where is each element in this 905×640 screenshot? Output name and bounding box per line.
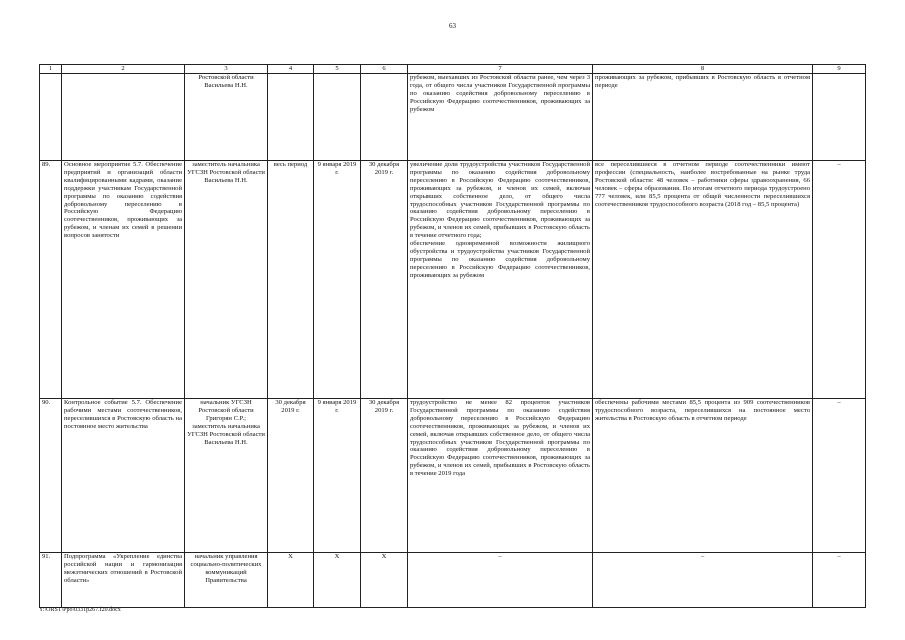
start-date: 9 января 2019 г. — [314, 399, 361, 553]
period — [268, 74, 314, 161]
expected-result-paragraph: обеспечение одновременной возможности жилищного обустройства и трудоустройства участников Государственной программы по оказанию содействия добровольному переселению в Российскую Федерацию соотечественников, проживающих за рубежом — [410, 240, 590, 279]
executor — [185, 399, 268, 553]
expected-result: рубежом, выехавших из Ростовской области ранее, чем через 3 года, от общего числа участников Государственной программы по оказанию содействия добровольному переселению в Российскую Федерацию соотечественников, проживающих за рубежом — [408, 74, 593, 161]
expected-result — [408, 161, 593, 399]
executor: заместитель начальника УГСЗН Ростовской области Васильева Н.Н. — [185, 161, 268, 399]
column-number: 8 — [593, 65, 813, 74]
column-number-row — [40, 65, 866, 74]
table-row — [40, 553, 866, 608]
executor-line: заместитель начальника УГСЗН Ростовской области Васильева Н.Н. — [187, 422, 265, 446]
end-date — [361, 74, 408, 161]
executor-line: начальник УГСЗН Ростовской области Григорян С.Р.; — [198, 399, 254, 422]
table-row — [40, 399, 866, 553]
measure-name: Подпрограмма «Укрепление единства российской нации и гармонизация межэтнических отношений в Ростовской области» — [62, 553, 185, 608]
problems — [813, 74, 866, 161]
period: весь период — [268, 161, 314, 399]
measure-name: Контрольное событие 5.7. Обеспечение рабочими местами соотечественников, переселившихся в Ростовскую область на постоянное место жительства — [62, 399, 185, 553]
actual-result: обеспечены рабочими местами 85,5 процента из 909 соотечественников трудоспособного возраста, переселившихся на постоянное место жительства в Ростовскую область в отчетном периоде — [593, 399, 813, 553]
column-number: 6 — [361, 65, 408, 74]
problems: – — [813, 553, 866, 608]
table-row — [40, 161, 866, 399]
expected-result-paragraph: увеличение доли трудоустройства участников Государственной программы по оказанию содействия добровольному переселению в Российскую Федерацию соотечественников, проживающих за рубежом, и членов их семей, включая открывших собственное дело, от общего числа трудоспособных участников Государственной программы по оказанию содействия добровольному переселению в Российскую Федерацию соотечественников, проживающих за рубежом, и членов их семей, прибывших в Ростовскую область в течение отчетного года; — [410, 161, 590, 240]
problems: – — [813, 399, 866, 553]
table-row — [40, 74, 866, 161]
executor: начальник управления социально-политических коммуникаций Правительства — [185, 553, 268, 608]
end-date: 30 декабря 2019 г. — [361, 161, 408, 399]
start-date — [314, 74, 361, 161]
period: Х — [268, 553, 314, 608]
row-number: 89. — [40, 161, 62, 399]
start-date: 9 января 2019 г. — [314, 161, 361, 399]
expected-result: трудоустройство не менее 82 процентов участников Государственной программы по оказанию содействия добровольному переселению в Российскую Федерацию соотечественников, проживающих за рубежом, и членов их семей, включая открывших собственное дело, от общего числа трудоспособных участников Государственной программы по оказанию содействия добровольному переселению в Российскую Федерацию соотечественников, проживающих за рубежом, и членов их семей, прибывших в Ростовскую область в течение 2019 года — [408, 399, 593, 553]
report-table — [39, 64, 866, 608]
column-number: 4 — [268, 65, 314, 74]
executor: Ростовской области Васильева Н.Н. — [185, 74, 268, 161]
problems: – — [813, 161, 866, 399]
actual-result: все переселившиеся в отчетном периоде соотечественники имеют профессии (специальность, наиболее востребованные на рынке труда Ростовской области: 48 человек – работники сферы здравоохранения, 66 человек – сферы образования. По итогам отчетного периода трудоустроено 777 человек, или 85,5 процента от общей численности переселившихся соотечественников трудоспособного возраста (2018 год – 85,5 процента) — [593, 161, 813, 399]
measure-name: Основное мероприятие 5.7. Обеспечение предприятий и организаций области квалифицированными кадрами, оказание поддержки участникам Государственной программы по оказанию содействия добровольному переселению в Российскую Федерацию соотечественников, проживающих за рубежом, и членам их семей в решении вопросов занятости — [62, 161, 185, 399]
row-number: 90. — [40, 399, 62, 553]
row-number: 91. — [40, 553, 62, 608]
end-date: 30 декабря 2019 г. — [361, 399, 408, 553]
actual-result: проживающих за рубежом, прибывших в Ростовскую область в отчетном периоде — [593, 74, 813, 161]
column-number: 1 — [40, 65, 62, 74]
column-number: 9 — [813, 65, 866, 74]
actual-result: – — [593, 553, 813, 608]
page-number: 63 — [449, 22, 456, 30]
file-path-footer: Y:\ORST\Ppo\0331p267.f20.docx — [39, 607, 121, 613]
expected-result: – — [408, 553, 593, 608]
end-date: Х — [361, 553, 408, 608]
column-number: 5 — [314, 65, 361, 74]
start-date: Х — [314, 553, 361, 608]
period: 30 декабря 2019 г. — [268, 399, 314, 553]
column-number: 7 — [408, 65, 593, 74]
row-number — [40, 74, 62, 161]
column-number: 2 — [62, 65, 185, 74]
measure-name — [62, 74, 185, 161]
column-number: 3 — [185, 65, 268, 74]
